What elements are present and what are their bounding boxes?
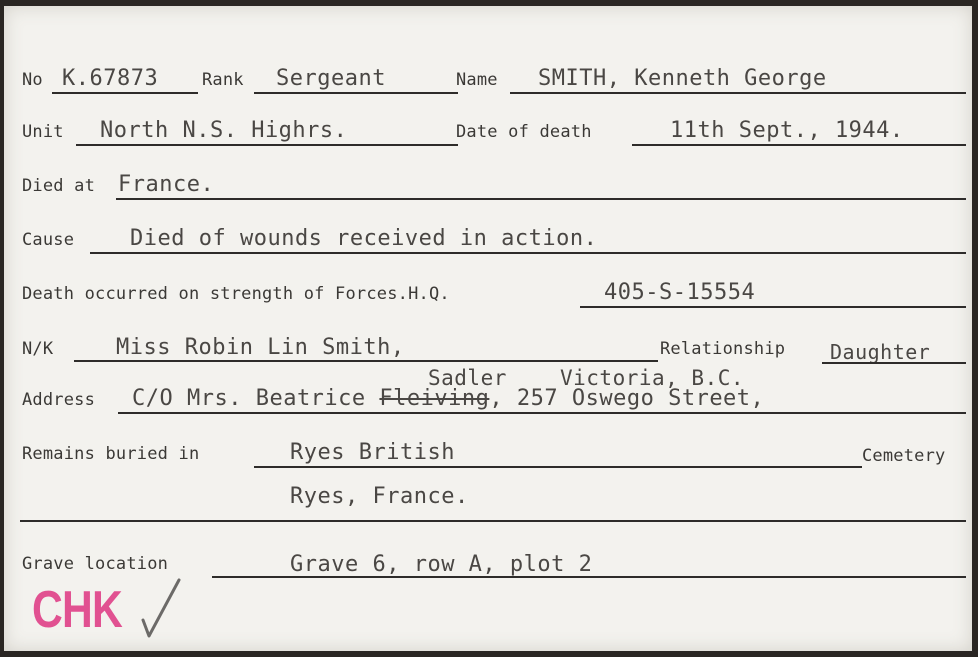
no-label: No <box>22 70 43 90</box>
name-rule <box>510 92 966 94</box>
unit-label: Unit <box>22 122 64 142</box>
no-value: K.67873 <box>62 66 159 91</box>
remains-value-line2: Ryes, France. <box>290 484 469 509</box>
address-label: Address <box>22 390 96 410</box>
grave-location-rule <box>212 576 966 578</box>
unit-rule <box>76 144 458 146</box>
cause-value: Died of wounds received in action. <box>130 226 598 251</box>
relationship-value: Daughter <box>830 340 931 364</box>
chk-stamp: CHK <box>32 581 122 639</box>
date-of-death-value: 11th Sept., 1944. <box>670 118 904 143</box>
grave-location-value: Grave 6, row A, plot 2 <box>290 552 593 577</box>
rank-rule <box>254 92 458 94</box>
address-part2: , 257 Oswego Street, <box>489 386 765 411</box>
remains-value-line1: Ryes British <box>290 440 455 465</box>
address-insertion: Sadler <box>428 366 507 390</box>
record-card <box>4 6 972 651</box>
address-struck-word: Fleiving <box>379 386 490 411</box>
remains-rule <box>254 466 862 468</box>
no-rule <box>52 92 198 94</box>
address-above-line: Victoria, B.C. <box>560 366 745 390</box>
rank-value: Sergeant <box>276 66 386 91</box>
date-of-death-rule <box>632 144 966 146</box>
nk-label: N/K <box>22 339 54 359</box>
died-at-value: France. <box>118 172 215 197</box>
relationship-rule <box>822 362 966 364</box>
unit-value: North N.S. Highrs. <box>100 118 348 143</box>
check-mark-icon <box>139 574 199 644</box>
nk-value: Miss Robin Lin Smith, <box>116 335 405 360</box>
name-label: Name <box>456 70 498 90</box>
death-occurred-value: 405-S-15554 <box>604 280 756 305</box>
name-value: SMITH, Kenneth George <box>538 66 827 91</box>
address-value <box>132 386 764 411</box>
cause-label: Cause <box>22 230 75 250</box>
grave-location-label: Grave location <box>22 554 169 574</box>
address-rule <box>118 412 966 414</box>
died-at-rule <box>116 198 966 200</box>
death-occurred-rule <box>580 306 966 308</box>
remains-suffix: Cemetery <box>862 446 946 466</box>
remains-label: Remains buried in <box>22 444 200 464</box>
died-at-label: Died at <box>22 176 96 196</box>
cause-rule <box>90 252 966 254</box>
rank-label: Rank <box>202 70 244 90</box>
date-of-death-label: Date of death <box>456 122 592 142</box>
nk-rule <box>74 360 658 362</box>
relationship-label: Relationship <box>660 339 786 359</box>
address-part1: C/O Mrs. Beatrice <box>132 386 366 411</box>
death-occurred-label: Death occurred on strength of Forces.H.Q. <box>22 284 450 304</box>
remains-rule-2 <box>20 520 966 522</box>
